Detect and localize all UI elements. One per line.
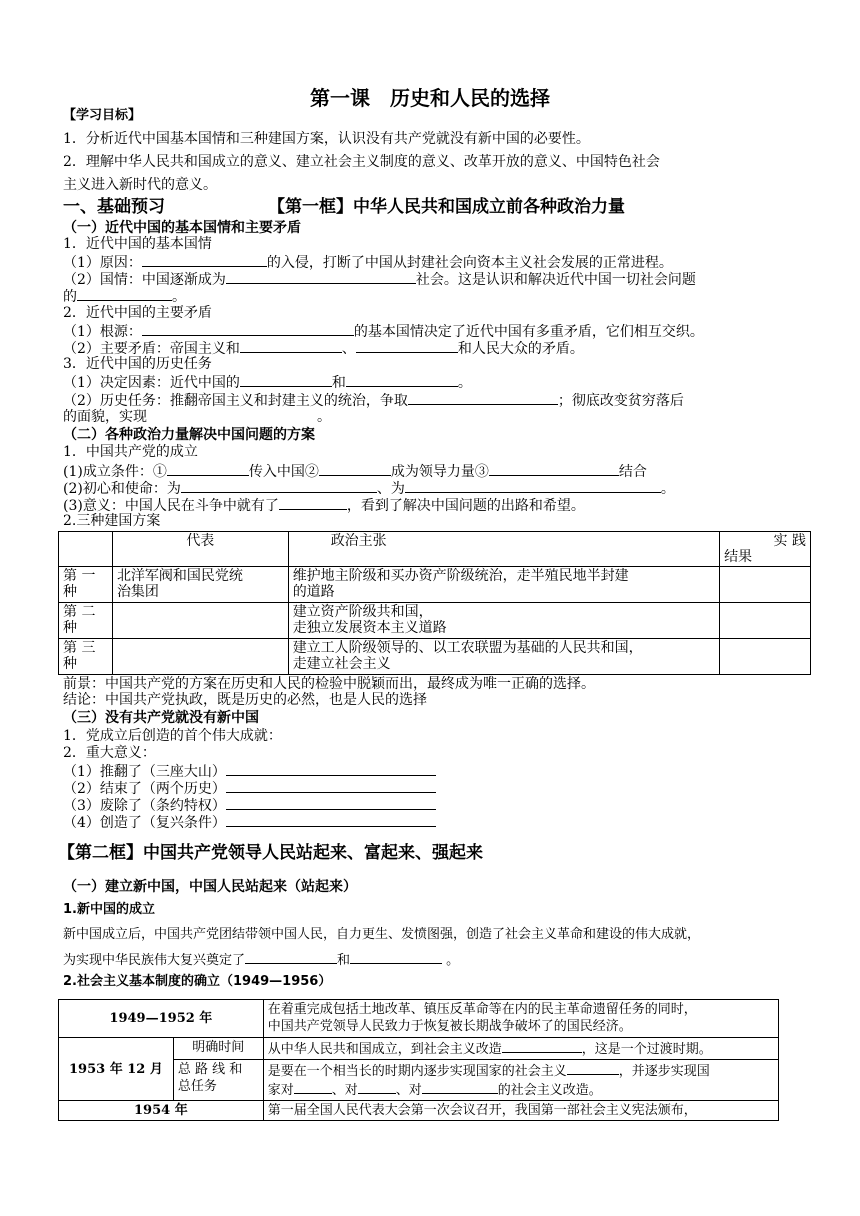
frame2-s1: 1.新中国的成立 — [63, 902, 155, 917]
part1-line9: （1）决定因素：近代中国的 和 。 — [63, 375, 472, 391]
goals-heading: 【学习目标】 — [63, 108, 142, 123]
part1-line10: （2）历史任务：推翻帝国主义和封建主义的统治，争取 ；彻底改变贫穷落后 — [63, 393, 684, 409]
section-basic-preview: 一、基础预习 — [63, 197, 165, 217]
row-key: 1954 年 — [59, 1101, 264, 1121]
row-key: 第 二 种 — [59, 603, 113, 639]
blank[interactable] — [489, 462, 619, 476]
part1-line3: （2）国情：中国逐渐成为 社会。这是认识和解决近代中国一切社会问题 — [63, 272, 696, 288]
part1-line7: （2）主要矛盾：帝国主义和 、 和人民大众的矛盾。 — [63, 341, 584, 357]
part3-line2: 2．重大意义： — [63, 745, 156, 761]
blank[interactable] — [294, 1080, 332, 1094]
part2-line2: (1)成立条件：① 传入中国② 成为领导力量③ 结合 — [63, 464, 647, 480]
blank[interactable] — [77, 287, 172, 301]
part2-line1: 1．中国共产党的成立 — [63, 444, 198, 460]
frame2-sub: （一）建立新中国，中国人民站起来（站起来） — [63, 879, 357, 895]
goal-2a: 2．理解中华人民共和国成立的意义、建立社会主义制度的意义、改革开放的意义、中国特色社会 — [63, 154, 660, 170]
row-result[interactable] — [720, 567, 811, 603]
row-key: 第 一 种 — [59, 567, 113, 603]
frame2-p1: 新中国成立后，中国共产党团结带领中国人民，自力更生、发愤图强，创造了社会主义革命和建设的伟大成就， — [63, 927, 701, 942]
part3-item: （4）创造了（复兴条件） — [63, 813, 436, 831]
blank[interactable] — [226, 779, 436, 793]
blank[interactable] — [422, 1080, 498, 1094]
part1-line6: （1）根源： 的基本国情决定了近代中国有多重矛盾，它们相互交织。 — [63, 324, 704, 340]
part2-line4: (3)意义：中国人民在斗争中就有了 ，看到了解决中国问题的出路和希望。 — [63, 498, 585, 514]
goal-1: 1．分析近代中国基本国情和三种建国方案，认识没有共产党就没有新中国的必要性。 — [63, 131, 590, 147]
row-rep[interactable] — [112, 639, 288, 675]
blank[interactable] — [346, 373, 458, 387]
frame2-title: 【第二框】中国共产党领导人民站起来、富起来、强起来 — [58, 843, 483, 863]
part1-line2: （1）原因： 的入侵，打断了中国从封建社会向资本主义社会发展的正常进程。 — [63, 255, 673, 271]
blank[interactable] — [226, 813, 436, 827]
blank[interactable] — [142, 253, 267, 267]
part1-heading: （一）近代中国的基本国情和主要矛盾 — [63, 220, 301, 236]
row-rep: 北洋军阀和国民党统 治集团 — [112, 567, 288, 603]
part1-line1: 1．近代中国的基本国情 — [63, 236, 212, 252]
table-row — [59, 1000, 779, 1038]
blank[interactable] — [356, 339, 458, 353]
blank[interactable] — [226, 796, 436, 810]
blank[interactable] — [167, 462, 249, 476]
part1-line11: 的面貌，实现 。 — [63, 409, 331, 425]
row-policy: 建立资产阶级共和国， 走独立发展资本主义道路 — [288, 603, 719, 639]
part2-heading: （二）各种政治力量解决中国问题的方案 — [63, 427, 315, 443]
part2-conclusion: 结论：中国共产党执政，既是历史的必然，也是人民的选择 — [63, 692, 427, 708]
frame2-s2: 2.社会主义基本制度的确立（1949—1956） — [63, 974, 332, 989]
row-key: 第 三 种 — [59, 639, 113, 675]
part3-item: （3）废除了（条约特权） — [63, 796, 436, 814]
table-header-cell: 实 践 结果 — [720, 532, 811, 567]
table-row — [59, 567, 811, 603]
table-row — [59, 1038, 779, 1060]
part3-item: （1）推翻了（三座大山） — [63, 762, 436, 780]
row-result[interactable] — [720, 603, 811, 639]
blank[interactable] — [567, 1061, 619, 1075]
system-table — [58, 999, 779, 1121]
part2-line5: 2.三种建国方案 — [63, 513, 161, 529]
page-title: 第一课 历史和人民的选择 — [310, 86, 550, 110]
part3-item: （2）结束了（两个历史） — [63, 779, 436, 797]
blank[interactable] — [147, 408, 317, 421]
part3-heading: （三）没有共产党就没有新中国 — [63, 710, 259, 726]
blank[interactable] — [245, 950, 337, 964]
blank[interactable] — [142, 322, 354, 336]
row-content: 从中华人民共和国成立，到社会主义改造 ，这是一个过渡时期。 — [263, 1038, 778, 1060]
part1-line5: 2．近代中国的主要矛盾 — [63, 305, 212, 321]
row-content: 在着重完成包括土地改革、镇压反革命等在内的民主革命遗留任务的同时， 中国共产党领导人民致力于恢复被长期战争破坏了的国民经济。 — [263, 1000, 778, 1038]
row-policy: 维护地主阶级和买办资产阶级统治，走半殖民地半封建 的道路 — [288, 567, 719, 603]
blank[interactable] — [405, 479, 661, 493]
table-header-cell: 政治主张 — [288, 532, 719, 567]
part1-line8: 3．近代中国的历史任务 — [63, 356, 212, 372]
part1-line4: 的 。 — [63, 289, 186, 305]
blank[interactable] — [226, 762, 436, 776]
table-row — [59, 603, 811, 639]
blank[interactable] — [358, 1080, 396, 1094]
table-header-cell — [59, 532, 113, 567]
row-sub: 总 路 线 和 总任务 — [173, 1060, 263, 1101]
row-result[interactable] — [720, 639, 811, 675]
row-policy: 建立工人阶级领导的、以工农联盟为基础的人民共和国， 走建立社会主义 — [288, 639, 719, 675]
table-row — [59, 1101, 779, 1121]
frame2-p2: 为实现中华民族伟大复兴奠定了 和 。 — [63, 950, 459, 969]
plans-table — [58, 531, 811, 675]
row-key: 1949—1952 年 — [59, 1000, 264, 1038]
blank[interactable] — [350, 950, 442, 964]
blank[interactable] — [226, 270, 416, 284]
blank[interactable] — [181, 479, 377, 493]
blank[interactable] — [279, 496, 347, 510]
table-row — [59, 639, 811, 675]
row-rep[interactable] — [112, 603, 288, 639]
blank[interactable] — [240, 373, 332, 387]
part3-line1: 1．党成立后创造的首个伟大成就： — [63, 728, 282, 744]
table-header-cell: 代表 — [112, 532, 288, 567]
row-content: 第一届全国人民代表大会第一次会议召开，我国第一部社会主义宪法颁布， — [263, 1101, 778, 1121]
row-content: 是要在一个相当长的时期内逐步实现国家的社会主义 ，并逐步实现国 家对 、对 、对 的社会主义改造。 — [263, 1060, 778, 1101]
blank[interactable] — [240, 339, 342, 353]
part2-line3: (2)初心和使命：为 、为 。 — [63, 481, 675, 497]
part2-prospect: 前景：中国共产党的方案在历史和人民的检验中脱颖而出，最终成为唯一正确的选择。 — [63, 676, 595, 692]
goal-2b: 主义进入新时代的意义。 — [63, 177, 217, 193]
row-sub: 明确时间 — [173, 1038, 263, 1060]
blank[interactable] — [502, 1039, 582, 1053]
blank[interactable] — [408, 391, 558, 405]
blank[interactable] — [319, 462, 391, 476]
row-key: 1953 年 12 月 — [59, 1038, 174, 1101]
frame1-title: 【第一框】中华人民共和国成立前各种政治力量 — [268, 197, 625, 217]
